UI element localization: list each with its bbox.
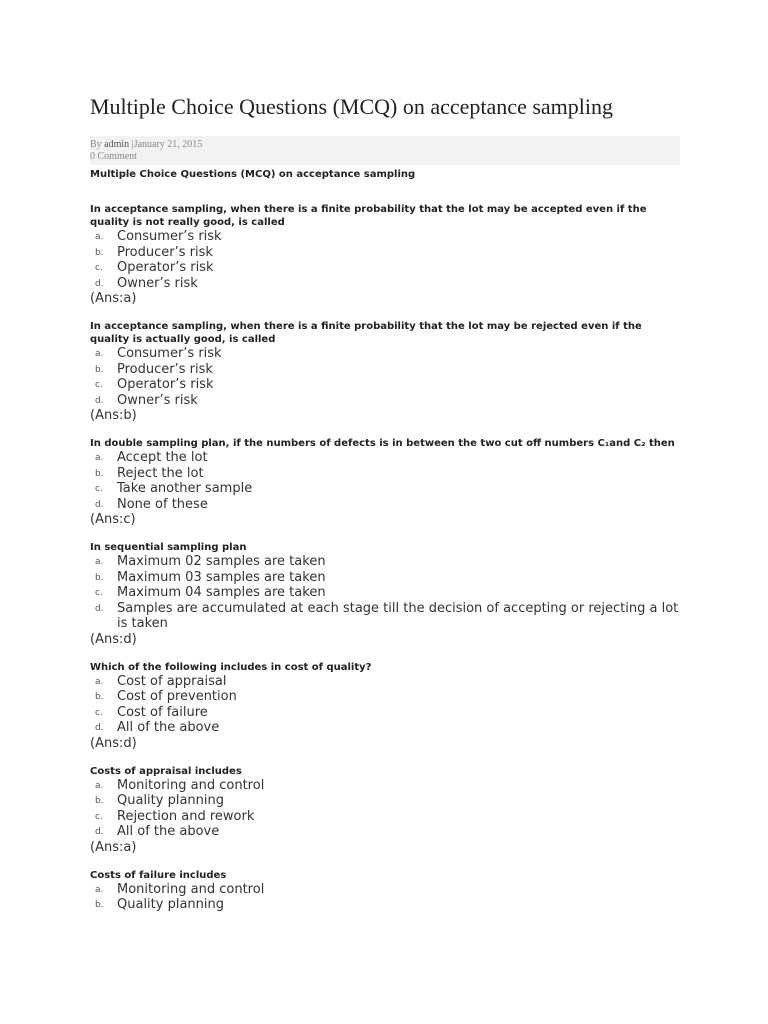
option-b: [90, 793, 680, 809]
question-5: [90, 661, 680, 752]
option-text: Rejection and rework: [117, 808, 255, 824]
option-text: Reject the lot: [117, 465, 204, 481]
option-c: [90, 585, 680, 601]
question-4: [90, 541, 680, 648]
post-meta: [90, 136, 680, 165]
option-text: Monitoring and control: [117, 777, 265, 793]
option-b: [90, 689, 680, 705]
option-a: [90, 882, 680, 898]
option-list: [90, 778, 680, 840]
question-text: Which of the following includes in cost of quality?: [90, 661, 372, 673]
option-letter: c.: [95, 263, 103, 273]
option-a: [90, 229, 680, 245]
option-text: Operator’s risk: [117, 260, 214, 275]
option-d: [90, 824, 680, 840]
option-d: [90, 497, 680, 513]
option-letter: a.: [95, 884, 104, 895]
option-c: [90, 481, 680, 497]
option-letter: b.: [95, 468, 104, 479]
by-label: By: [90, 139, 102, 150]
option-text: Producer’s risk: [117, 244, 213, 260]
option-d: [90, 276, 680, 292]
option-text: Cost of prevention: [117, 689, 237, 704]
question-text: In double sampling plan, if the numbers of defects is in between the two cut off numbers C₁and C₂ then: [90, 438, 675, 449]
option-text: All of the above: [117, 720, 220, 735]
option-letter: b.: [95, 692, 104, 702]
option-text: Owner’s risk: [117, 392, 198, 408]
option-list: [90, 229, 680, 291]
option-a: [90, 778, 680, 794]
option-c: [90, 377, 680, 393]
option-c: [90, 260, 680, 276]
question-text: In acceptance sampling, when there is a finite probability that the lot may be accepted even if the quality is not really good, is called: [90, 204, 647, 228]
option-letter: c.: [95, 588, 103, 598]
option-b: [90, 897, 680, 913]
page-title: Multiple Choice Questions (MCQ) on acceptance sampling: [90, 94, 613, 119]
option-b: [90, 245, 680, 261]
answer-text: (Ans:c): [90, 512, 136, 527]
option-letter: d.: [95, 499, 104, 510]
option-letter: a.: [95, 780, 104, 791]
option-letter: b.: [95, 796, 104, 806]
question-text: Costs of failure includes: [90, 869, 227, 881]
option-text: Monitoring and control: [117, 881, 265, 897]
option-letter: d.: [95, 723, 104, 733]
option-letter: b.: [95, 572, 104, 583]
option-text: Maximum 02 samples are taken: [117, 554, 326, 569]
option-b: [90, 570, 680, 586]
option-c: [90, 809, 680, 825]
option-letter: c.: [95, 811, 103, 822]
option-d: [90, 393, 680, 409]
option-letter: b.: [95, 247, 104, 258]
question-3: [90, 437, 680, 528]
answer-text: (Ans:d): [90, 735, 137, 751]
answer-text: (Ans:a): [90, 291, 137, 306]
option-text: Consumer’s risk: [117, 229, 222, 244]
option-text: Quality planning: [117, 793, 224, 808]
post-date: January 21, 2015: [133, 139, 203, 150]
option-text: Cost of appraisal: [117, 673, 227, 689]
option-list: [90, 450, 680, 512]
option-letter: d.: [95, 278, 104, 289]
question-1: [90, 203, 680, 307]
option-list: [90, 346, 680, 408]
question-text: In sequential sampling plan: [90, 542, 247, 553]
option-letter: d.: [95, 395, 104, 406]
option-letter: c.: [95, 484, 103, 494]
option-letter: a.: [95, 349, 104, 359]
question-6: [90, 765, 680, 856]
option-d: [90, 601, 680, 632]
option-text: Cost of failure: [117, 704, 208, 720]
option-text: Maximum 03 samples are taken: [117, 569, 326, 585]
question-7: [90, 869, 680, 913]
question-text: Costs of appraisal includes: [90, 765, 242, 777]
option-text: Samples are accumulated at each stage till the decision of accepting or rejecting a lot is taken: [117, 600, 679, 631]
option-letter: a.: [95, 232, 104, 242]
option-letter: b.: [95, 900, 104, 910]
option-text: Consumer’s risk: [117, 346, 222, 361]
question-2: [90, 320, 680, 424]
option-text: None of these: [117, 496, 208, 512]
answer-text: (Ans:b): [90, 408, 137, 423]
option-list: [90, 882, 680, 913]
option-letter: c.: [95, 380, 103, 390]
option-a: [90, 346, 680, 362]
option-d: [90, 720, 680, 736]
option-list: [90, 674, 680, 736]
option-letter: d.: [95, 603, 104, 614]
option-text: All of the above: [117, 824, 220, 839]
meta-separator: |: [131, 139, 134, 150]
option-list: [90, 554, 680, 632]
option-text: Producer’s risk: [117, 361, 213, 377]
option-letter: d.: [95, 827, 104, 837]
article-subtitle: Multiple Choice Questions (MCQ) on acceptance sampling: [90, 169, 416, 180]
option-b: [90, 362, 680, 378]
option-text: Maximum 04 samples are taken: [117, 585, 326, 600]
option-text: Accept the lot: [117, 450, 208, 465]
option-text: Operator’s risk: [117, 377, 214, 392]
author-link[interactable]: admin: [104, 139, 130, 150]
option-a: [90, 674, 680, 690]
option-b: [90, 466, 680, 482]
option-a: [90, 554, 680, 570]
answer-text: (Ans:a): [90, 839, 137, 855]
byline: [90, 139, 680, 151]
option-text: Take another sample: [117, 481, 253, 496]
option-letter: a.: [95, 453, 104, 463]
option-text: Owner’s risk: [117, 275, 198, 291]
comment-count-link[interactable]: 0 Comment: [90, 151, 137, 162]
question-text: In acceptance sampling, when there is a finite probability that the lot may be rejected even if the quality is actually good, is called: [90, 321, 642, 345]
option-letter: b.: [95, 364, 104, 375]
answer-text: (Ans:d): [90, 631, 137, 647]
option-letter: a.: [95, 676, 104, 687]
option-letter: c.: [95, 707, 103, 718]
option-a: [90, 450, 680, 466]
option-letter: a.: [95, 557, 104, 567]
option-c: [90, 705, 680, 721]
article: [90, 0, 680, 913]
option-text: Quality planning: [117, 897, 224, 912]
